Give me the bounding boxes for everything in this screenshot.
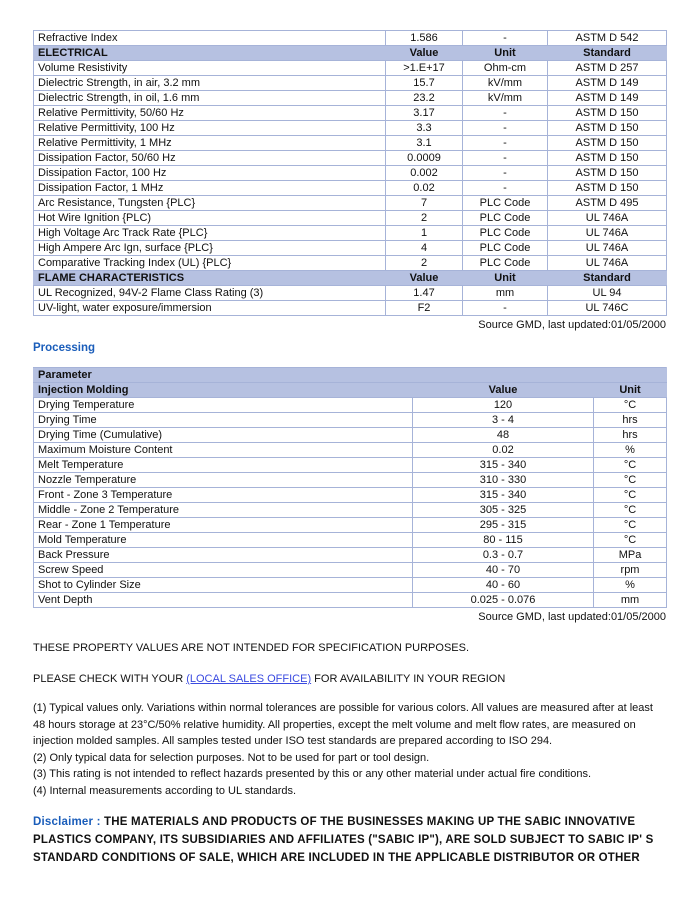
property-row	[34, 301, 667, 316]
property-row	[34, 31, 667, 46]
processing-unit-cell: %	[594, 578, 667, 593]
processing-row	[34, 533, 667, 548]
property-unit-cell: PLC Code	[463, 211, 548, 226]
processing-unit-cell: °C	[594, 503, 667, 518]
property-value-cell: 3.1	[386, 136, 463, 151]
property-value-cell: 0.002	[386, 166, 463, 181]
processing-row	[34, 578, 667, 593]
processing-label-cell: Rear - Zone 1 Temperature	[34, 518, 413, 533]
processing-label-cell: Mold Temperature	[34, 533, 413, 548]
property-value-cell: 2	[386, 256, 463, 271]
property-value-cell: 0.0009	[386, 151, 463, 166]
processing-label-cell: Middle - Zone 2 Temperature	[34, 503, 413, 518]
property-row	[34, 91, 667, 106]
header-standard-cell: Standard	[548, 46, 667, 61]
processing-value-cell: 315 - 340	[413, 458, 594, 473]
property-label-cell: Relative Permittivity, 50/60 Hz	[34, 106, 386, 121]
property-value-cell: 3.17	[386, 106, 463, 121]
property-standard-cell: ASTM D 257	[548, 61, 667, 76]
property-label-cell: Dissipation Factor, 1 MHz	[34, 181, 386, 196]
property-value-cell: >1.E+17	[386, 61, 463, 76]
property-label-cell: Arc Resistance, Tungsten {PLC}	[34, 196, 386, 211]
property-value-cell: 1	[386, 226, 463, 241]
footnote: (4) Internal measurements according to UL standards.	[33, 784, 297, 797]
property-label-cell: UV-light, water exposure/immersion	[34, 301, 386, 316]
property-standard-cell: ASTM D 150	[548, 106, 667, 121]
property-standard-cell: ASTM D 150	[548, 166, 667, 181]
processing-row	[34, 518, 667, 533]
property-standard-cell: UL 746A	[548, 211, 667, 226]
processing-label-cell: Drying Time (Cumulative)	[34, 428, 413, 443]
processing-unit-cell: °C	[594, 458, 667, 473]
section-header-row	[34, 46, 667, 61]
property-value-cell: 0.02	[386, 181, 463, 196]
property-unit-cell: -	[463, 151, 548, 166]
processing-value-cell: 40 - 70	[413, 563, 594, 578]
processing-unit-cell: mm	[594, 593, 667, 608]
processing-row	[34, 443, 667, 458]
property-standard-cell: UL 746C	[548, 301, 667, 316]
property-label-cell: High Voltage Arc Track Rate {PLC}	[34, 226, 386, 241]
property-unit-cell: PLC Code	[463, 241, 548, 256]
property-value-cell: 15.7	[386, 76, 463, 91]
property-standard-cell: ASTM D 149	[548, 91, 667, 106]
property-value-cell: 4	[386, 241, 463, 256]
property-unit-cell: -	[463, 181, 548, 196]
property-value-cell: 23.2	[386, 91, 463, 106]
property-label-cell: High Ampere Arc Ign, surface {PLC}	[34, 241, 386, 256]
availability-prefix: PLEASE CHECK WITH YOUR	[33, 673, 187, 685]
processing-row	[34, 503, 667, 518]
property-label-cell: UL Recognized, 94V-2 Flame Class Rating (3)	[34, 286, 386, 301]
property-value-cell: 2	[386, 211, 463, 226]
property-unit-cell: kV/mm	[463, 76, 548, 91]
property-unit-cell: -	[463, 136, 548, 151]
header-unit-cell: Unit	[463, 46, 548, 61]
header-standard-cell: Standard	[548, 271, 667, 286]
property-standard-cell: UL 746A	[548, 226, 667, 241]
property-unit-cell: -	[463, 166, 548, 181]
properties-table	[33, 30, 667, 316]
processing-label-cell: Maximum Moisture Content	[34, 443, 413, 458]
parameter-title-row	[34, 368, 667, 383]
property-row	[34, 256, 667, 271]
property-row	[34, 226, 667, 241]
property-unit-cell: kV/mm	[463, 91, 548, 106]
property-row	[34, 166, 667, 181]
property-standard-cell: UL 746A	[548, 256, 667, 271]
property-standard-cell: UL 94	[548, 286, 667, 301]
availability-note	[33, 672, 667, 686]
property-row	[34, 136, 667, 151]
property-value-cell: 7	[386, 196, 463, 211]
processing-value-cell: 0.025 - 0.076	[413, 593, 594, 608]
processing-label-cell: Drying Time	[34, 413, 413, 428]
property-unit-cell: PLC Code	[463, 226, 548, 241]
property-row	[34, 286, 667, 301]
property-unit-cell: -	[463, 106, 548, 121]
processing-table	[33, 367, 667, 608]
property-standard-cell: ASTM D 542	[548, 31, 667, 46]
processing-label-cell: Nozzle Temperature	[34, 473, 413, 488]
property-label-cell: Dielectric Strength, in oil, 1.6 mm	[34, 91, 386, 106]
processing-unit-cell: °C	[594, 533, 667, 548]
processing-unit-cell: °C	[594, 518, 667, 533]
property-unit-cell: Ohm-cm	[463, 61, 548, 76]
property-label-cell: Volume Resistivity	[34, 61, 386, 76]
property-unit-cell: -	[463, 301, 548, 316]
property-row	[34, 151, 667, 166]
processing-value-cell: 310 - 330	[413, 473, 594, 488]
processing-label-cell: Vent Depth	[34, 593, 413, 608]
property-standard-cell: ASTM D 150	[548, 181, 667, 196]
property-row	[34, 196, 667, 211]
property-label-cell: Dissipation Factor, 50/60 Hz	[34, 151, 386, 166]
property-row	[34, 106, 667, 121]
property-unit-cell: PLC Code	[463, 196, 548, 211]
property-value-cell: F2	[386, 301, 463, 316]
processing-row	[34, 398, 667, 413]
processing-value-cell: 80 - 115	[413, 533, 594, 548]
processing-label-cell: Melt Temperature	[34, 458, 413, 473]
processing-unit-cell: MPa	[594, 548, 667, 563]
property-unit-cell: PLC Code	[463, 256, 548, 271]
processing-row	[34, 458, 667, 473]
processing-unit-cell: hrs	[594, 413, 667, 428]
header-unit-cell: Unit	[594, 383, 667, 398]
processing-value-cell: 295 - 315	[413, 518, 594, 533]
property-unit-cell: -	[463, 121, 548, 136]
spec-purpose-note: THESE PROPERTY VALUES ARE NOT INTENDED FOR SPECIFICATION PURPOSES.	[33, 642, 470, 654]
property-row	[34, 181, 667, 196]
property-row	[34, 241, 667, 256]
processing-row	[34, 428, 667, 443]
property-label-cell: Comparative Tracking Index (UL) {PLC}	[34, 256, 386, 271]
property-label-cell: Dissipation Factor, 100 Hz	[34, 166, 386, 181]
property-standard-cell: ASTM D 149	[548, 76, 667, 91]
header-value-cell: Value	[386, 46, 463, 61]
header-value-cell: Value	[413, 383, 594, 398]
property-row	[34, 121, 667, 136]
property-value-cell: 1.586	[386, 31, 463, 46]
disclaimer-label: Disclaimer :	[33, 816, 101, 828]
source-note-properties: Source GMD, last updated:01/05/2000	[478, 319, 666, 331]
processing-label-cell: Shot to Cylinder Size	[34, 578, 413, 593]
property-standard-cell: ASTM D 495	[548, 196, 667, 211]
processing-heading: Processing	[33, 342, 95, 354]
header-unit-cell: Unit	[463, 271, 548, 286]
injection-molding-header-row	[34, 383, 667, 398]
processing-unit-cell: °C	[594, 398, 667, 413]
parameter-title-cell: Parameter	[34, 368, 667, 383]
processing-label-cell: Screw Speed	[34, 563, 413, 578]
processing-unit-cell: hrs	[594, 428, 667, 443]
footnote: (2) Only typical data for selection purposes. Not to be used for part or tool design.	[33, 751, 430, 764]
processing-value-cell: 305 - 325	[413, 503, 594, 518]
processing-unit-cell: °C	[594, 488, 667, 503]
processing-unit-cell: rpm	[594, 563, 667, 578]
processing-value-cell: 0.3 - 0.7	[413, 548, 594, 563]
processing-row	[34, 413, 667, 428]
property-label-cell: Hot Wire Ignition {PLC)	[34, 211, 386, 226]
processing-row	[34, 593, 667, 608]
processing-label-cell: Drying Temperature	[34, 398, 413, 413]
property-unit-cell: -	[463, 31, 548, 46]
property-standard-cell: ASTM D 150	[548, 121, 667, 136]
header-label-cell: Injection Molding	[34, 383, 413, 398]
disclaimer	[33, 813, 666, 867]
processing-value-cell: 120	[413, 398, 594, 413]
processing-value-cell: 315 - 340	[413, 488, 594, 503]
processing-value-cell: 0.02	[413, 443, 594, 458]
property-standard-cell: UL 746A	[548, 241, 667, 256]
property-standard-cell: ASTM D 150	[548, 151, 667, 166]
property-label-cell: Relative Permittivity, 1 MHz	[34, 136, 386, 151]
header-value-cell: Value	[386, 271, 463, 286]
processing-unit-cell: °C	[594, 473, 667, 488]
property-value-cell: 1.47	[386, 286, 463, 301]
property-label-cell: Relative Permittivity, 100 Hz	[34, 121, 386, 136]
processing-value-cell: 3 - 4	[413, 413, 594, 428]
availability-suffix: FOR AVAILABILITY IN YOUR REGION	[311, 673, 506, 685]
disclaimer-text: THE MATERIALS AND PRODUCTS OF THE BUSINESSES MAKING UP THE SABIC INNOVATIVE PLASTICS COMPANY, ITS SUBSIDIARIES AND AFFILIATES ("SABIC IP"), ARE SOLD SUBJECT TO SABIC IP' S STANDARD CONDITIONS OF SALE, WHICH ARE INCLUDED IN THE APPLICABLE DISTRIBUTOR OR OTHER	[33, 816, 654, 864]
property-standard-cell: ASTM D 150	[548, 136, 667, 151]
header-label-cell: ELECTRICAL	[34, 46, 386, 61]
property-row	[34, 76, 667, 91]
footnote: (3) This rating is not intended to reflect hazards presented by this or any other material under actual fire conditions.	[33, 768, 592, 780]
section-header-row	[34, 271, 667, 286]
processing-label-cell: Front - Zone 3 Temperature	[34, 488, 413, 503]
header-label-cell: FLAME CHARACTERISTICS	[34, 271, 386, 286]
footnotes	[33, 700, 666, 799]
processing-row	[34, 473, 667, 488]
processing-row	[34, 548, 667, 563]
source-note-processing: Source GMD, last updated:01/05/2000	[478, 611, 666, 623]
processing-value-cell: 40 - 60	[413, 578, 594, 593]
property-label-cell: Refractive Index	[34, 31, 386, 46]
property-unit-cell: mm	[463, 286, 548, 301]
footnote: (1) Typical values only. Variations within normal tolerances are possible for various colors. All values are measured after at least 48 hours storage at 23°C/50% relative humidity. All properties, except the melt volume and melt flow rates, are measured on injection molded samples. All samples tested under ISO test standards are prepared according to ISO 294.	[33, 702, 653, 747]
property-row	[34, 61, 667, 76]
processing-row	[34, 563, 667, 578]
property-row	[34, 211, 667, 226]
property-label-cell: Dielectric Strength, in air, 3.2 mm	[34, 76, 386, 91]
property-value-cell: 3.3	[386, 121, 463, 136]
processing-value-cell: 48	[413, 428, 594, 443]
processing-unit-cell: %	[594, 443, 667, 458]
processing-label-cell: Back Pressure	[34, 548, 413, 563]
processing-row	[34, 488, 667, 503]
local-sales-office-link[interactable]: (LOCAL SALES OFFICE)	[186, 673, 312, 685]
